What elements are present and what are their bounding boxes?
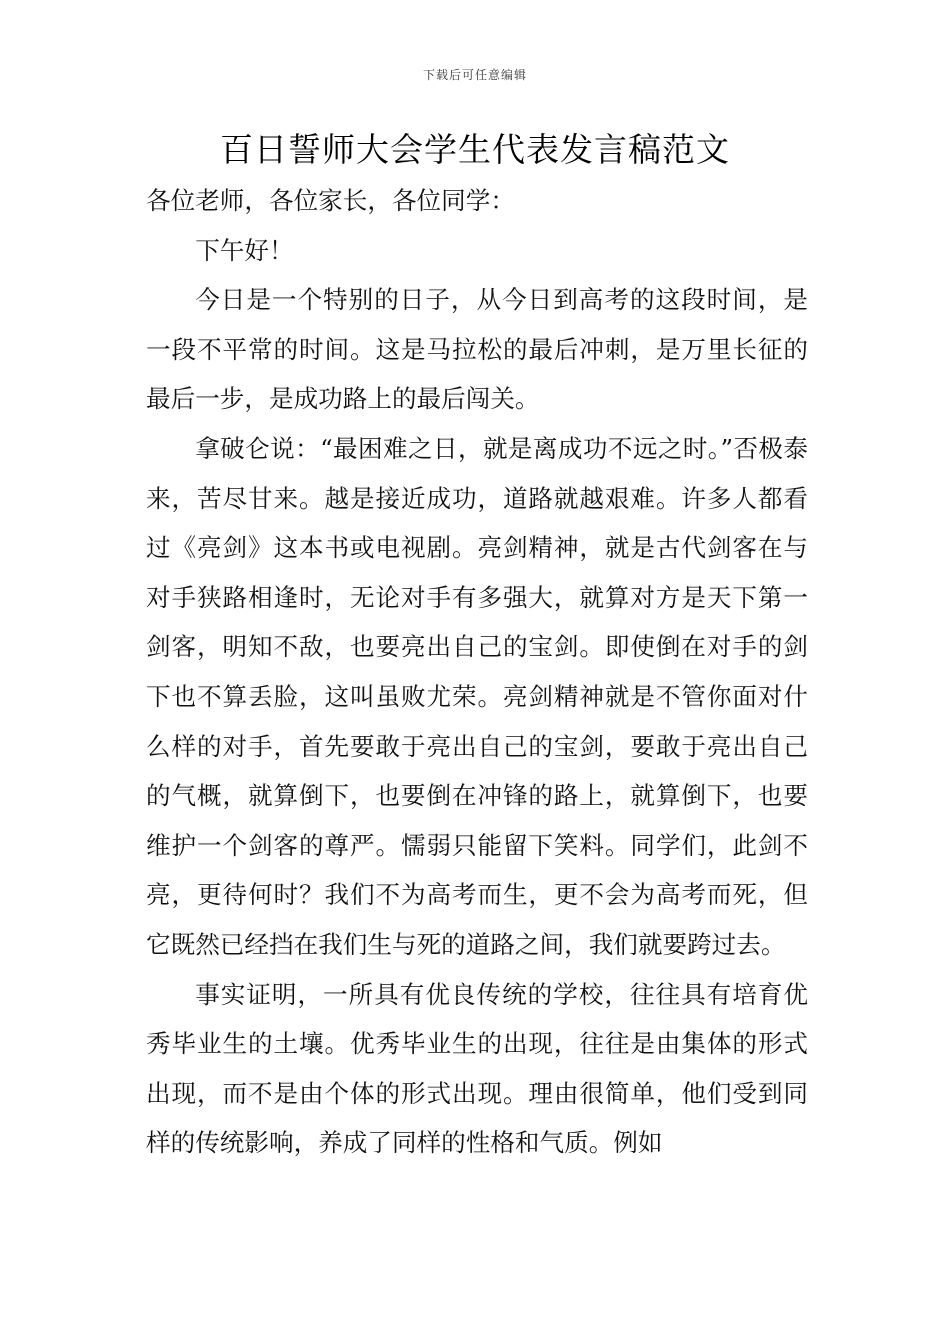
header-note: 下载后可任意编辑 [422,68,527,82]
document-body [146,176,808,1168]
salutation: 各位老师，各位家长，各位同学： [146,186,515,215]
paragraph-1: 今日是一个特别的日子，从今日到高考的这段时间，是一段不平常的时间。这是马拉松的最后冲刺，是万里长征的最后一步，是成功路上的最后闯关。 [146,285,808,414]
document-title: 百日誓师大会学生代表发言稿范文 [220,130,730,169]
paragraph-greeting: 下午好！ [195,235,294,265]
paragraph-2: 拿破仑说：“最困难之日，就是离成功不远之时。”否极泰来，苦尽甘来。越是接近成功，道路就越艰难。许多人都看过《亮剑》这本书或电视剧。亮剑精神，就是古代剑客在与对手狭路相逢时，无论对手有多强大，就算对方是天下第一剑客，明知不敌，也要亮出自己的宝剑。即使倒在对手的剑下也不算丢脸，这叫虽败尤荣。亮剑精神就是不管你面对什么样的对手，首先要敢于亮出自己的宝剑，要敢于亮出自己的气概，就算倒下，也要倒在冲锋的路上，就算倒下，也要维护一个剑客的尊严。懦弱只能留下笑料。同学们，此剑不亮，更待何时？我们不为高考而生，更不会为高考而死，但它既然已经挡在我们生与死的道路之间，我们就要跨过去。 [146,433,808,959]
paragraph-3: 事实证明，一所具有优良传统的学校，往往具有培育优秀毕业生的土壤。优秀毕业生的出现，往往是由集体的形式出现，而不是由个体的形式出现。理由很简单，他们受到同样的传统影响，养成了同样的性格和气质。例如 [146,979,808,1158]
